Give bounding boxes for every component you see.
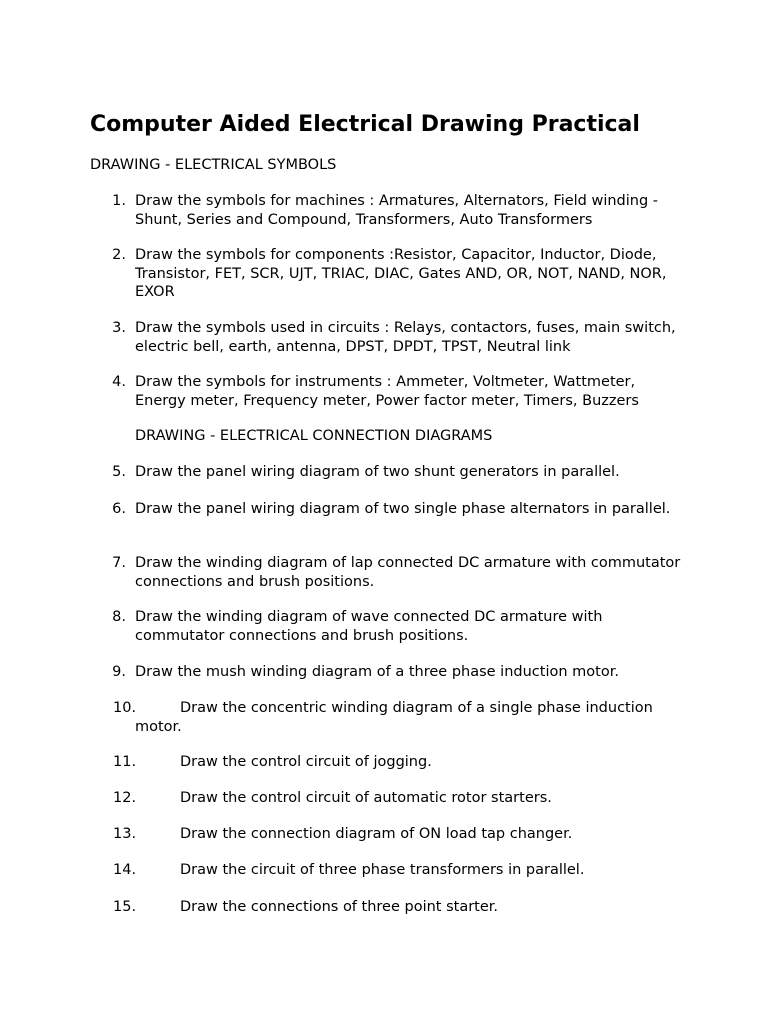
list-item-text: Draw the panel wiring diagram of two single phase alternators in parallel.: [135, 501, 671, 517]
list-item-number: 6.: [112, 501, 126, 517]
list-item-text: Draw the concentric winding diagram of a single phase induction motor.: [135, 700, 653, 735]
list-item-number: 11.: [113, 754, 137, 770]
list-item-number: 9.: [112, 664, 126, 680]
list-item-number: 10.: [113, 700, 137, 716]
list-item-text: Draw the symbols used in circuits : Relays, contactors, fuses, main switch, electric bell, earth, antenna, DPST, DPDT, TPST, Neutral link: [135, 320, 676, 355]
page-title: Computer Aided Electrical Drawing Practical: [90, 112, 640, 137]
section-heading-connection-diagrams: DRAWING - ELECTRICAL CONNECTION DIAGRAMS: [135, 428, 493, 444]
list-item-number: 1.: [112, 193, 126, 209]
list-item-text: Draw the panel wiring diagram of two shunt generators in parallel.: [135, 464, 620, 480]
list-item-number: 7.: [112, 555, 126, 571]
list-item-number: 14.: [113, 862, 137, 878]
list-item-text: Draw the mush winding diagram of a three phase induction motor.: [135, 664, 619, 680]
list-item-number: 8.: [112, 609, 126, 625]
list-item-text: Draw the connections of three point starter.: [180, 899, 499, 915]
list-item-text: Draw the control circuit of automatic rotor starters.: [180, 790, 552, 806]
list-item-text: Draw the connection diagram of ON load tap changer.: [180, 826, 573, 842]
list-item-number: 12.: [113, 790, 137, 806]
list-item-text: Draw the symbols for machines : Armatures, Alternators, Field winding - Shunt, Series and Compound, Transformers, Auto Transformers: [135, 193, 659, 228]
list-item-number: 2.: [112, 247, 126, 263]
list-item-number: 3.: [112, 320, 126, 336]
list-item-text: Draw the symbols for components :Resistor, Capacitor, Inductor, Diode, Transistor, FET, SCR, UJT, TRIAC, DIAC, Gates AND, OR, NOT, NAND, NOR, EXOR: [135, 247, 667, 300]
list-item-text: Draw the control circuit of jogging.: [180, 754, 432, 770]
list-item-number: 15.: [113, 899, 137, 915]
list-item-text: Draw the winding diagram of wave connected DC armature with commutator connections and brush positions.: [135, 609, 603, 644]
section-heading-electrical-symbols: DRAWING - ELECTRICAL SYMBOLS: [90, 157, 337, 173]
list-item-text: Draw the circuit of three phase transformers in parallel.: [180, 862, 585, 878]
list-item-text: Draw the winding diagram of lap connected DC armature with commutator connections and brush positions.: [135, 555, 681, 590]
list-item-number: 4.: [112, 374, 126, 390]
list-item-number: 13.: [113, 826, 137, 842]
list-item-text: Draw the symbols for instruments : Ammeter, Voltmeter, Wattmeter, Energy meter, Frequency meter, Power factor meter, Timers, Buzzers: [135, 374, 639, 409]
list-item-number: 5.: [112, 464, 126, 480]
